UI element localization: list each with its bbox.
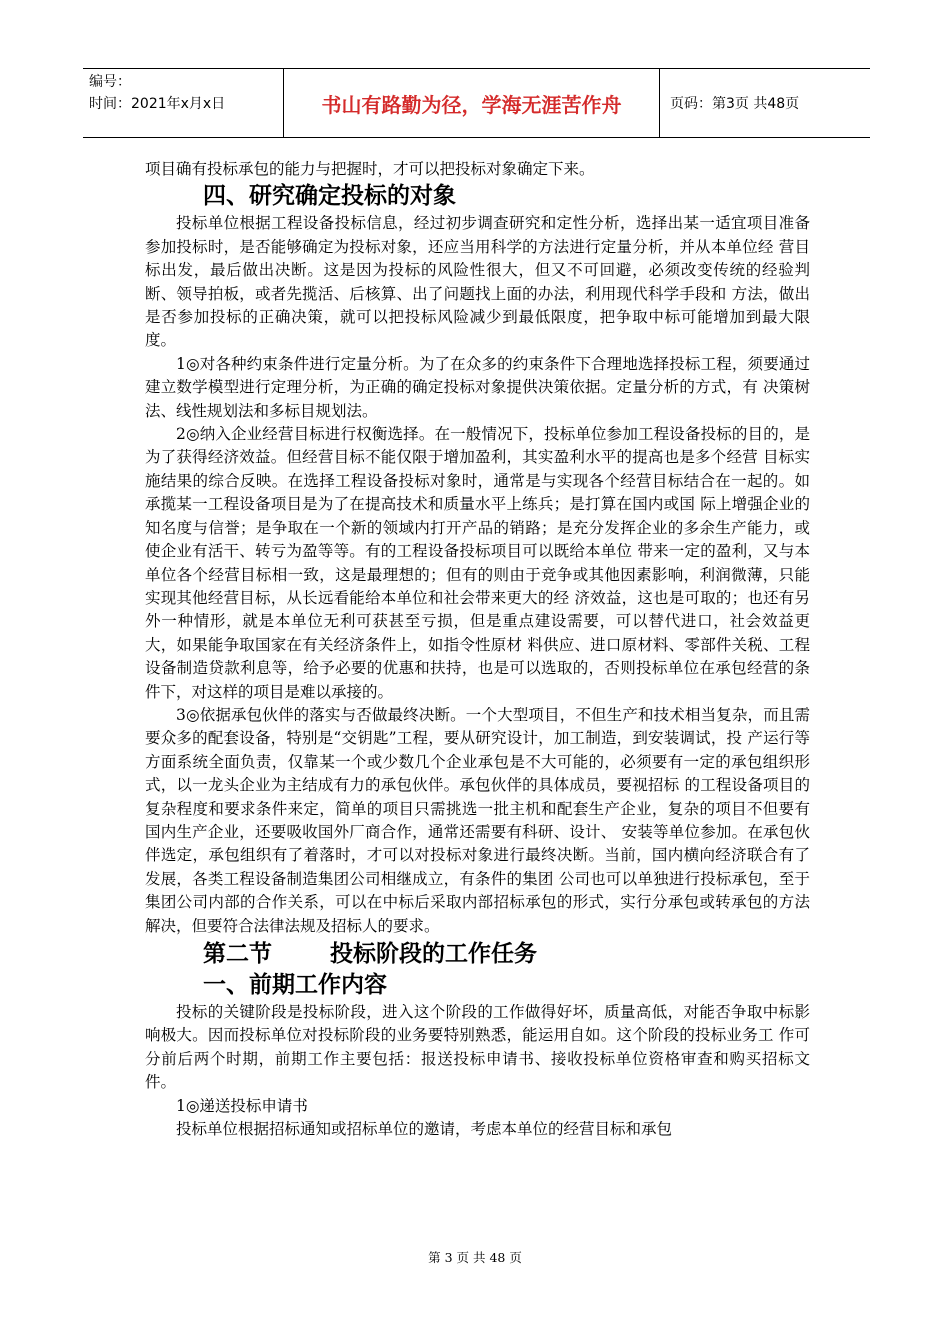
paragraph: 1◎对各种约束条件进行定量分析。为了在众多的约束条件下合理地选择投标工程，须要通过建立数学模型进行定理分析，为正确的确定投标对象提供决策依据。定量分析的方式，有 决策树法、线性规划法和多标目规划法。 bbox=[145, 354, 810, 420]
paragraph: 2◎纳入企业经营目标进行权衡选择。在一般情况下，投标单位参加工程设备投标的目的，是为了获得经济效益。但经营目标不能仅限于增加盈利，其实盈利水平的提高也是多个经营 目标实施结果的综合反映。在选择工程设备投标对象时，通常是与实现各个经营目标结合在一起的。如承揽某一工程设备项目是为了在提高技术和质量水平上练兵；是打算在国内或国 际上增强企业的知名度与信誉；是争取在一个新的领域内打开产品的销路；是充分发挥企业的多余生产能力，或使企业有活干、转亏为盈等等。有的工程设备投标项目可以既给本单位 带来一定的盈利，又与本单位各个经营目标相一致，这是最理想的；但有的则由于竞争或其他因素影响，利润微薄，只能实现其他经营目标，从长远看能给本单位和社会带来更大的经 济效益，这也是可取的；也还有另外一种情形，就是本单位无利可获甚至亏损，但是重点建设需要，可以替代进口，社会效益更大，如果能争取国家在有关经济条件上，如指令性原材 料供应、进口原材料、零部件关税、工程设备制造贷款利息等，给予必要的优惠和扶持，也是可以选取的，否则投标单位在承包经营的条件下，对这样的项目是难以承接的。 bbox=[145, 425, 810, 701]
section-heading: 一、前期工作内容 bbox=[203, 972, 387, 998]
chapter-number: 第二节 bbox=[203, 941, 272, 967]
paragraph: 投标单位根据工程设备投标信息，经过初步调查研究和定性分析，选择出某一适宜项目准备参加投标时，是否能够确定为投标对象，还应当用科学的方法进行定量分析，并从本单位经 营目标出发，最后做出决断。这是因为投标的风险性很大，但又不可回避，必须改变传统的经验判断、领导拍板，或者先揽活、后核算、出了问题找上面的办法，利用现代科学手段和 方法，做出是否参加投标的正确决策，就可以把投标风险减少到最低限度，把争取中标可能增加到最大限度。 bbox=[145, 214, 810, 350]
header-page-info: 页码：第3页 共48页 bbox=[670, 96, 800, 112]
header-meta bbox=[83, 69, 284, 137]
subheading: 1◎递送投标申请书 bbox=[176, 1096, 308, 1115]
doc-time: 时间：2021年x月x日 bbox=[89, 96, 226, 112]
page-footer: 第 3 页 共 48 页 bbox=[428, 1250, 522, 1265]
paragraph: 项目确有投标承包的能力与把握时，才可以把投标对象确定下来。 bbox=[145, 160, 595, 178]
paragraph: 3◎依据承包伙伴的落实与否做最终决断。一个大型项目，不但生产和技术相当复杂，而且需要众多的配套设备，特别是“交钥匙”工程，要从研究设计，加工制造，到安装调试，投 产运行等方面系统全面负责，仅靠某一个或少数几个企业承包是不大可能的，必须要有一定的承包组织形式，以一龙头企业为主结成有力的承包伙伴。承包伙伴的具体成员，要视招标 的工程设备项目的复杂程度和要求条件来定，简单的项目只需挑选一批主机和配套生产企业，复杂的项目不但要有国内生产企业，还要吸收国外厂商合作，通常还需要有科研、设计、 安装等单位参加。在承包伙伴选定，承包组织有了着落时，才可以对投标对象进行最终决断。当前，国内横向经济联合有了发展，各类工程设备制造集团公司相继成立，有条件的集团 公司也可以单独进行投标承包，至于集团公司内部的合作关系，可以在中标后采取内部招标承包的形式，实行分承包或转承包的方法解决，但要符合法律法规及招标人的要求。 bbox=[145, 705, 810, 935]
chapter-title: 投标阶段的工作任务 bbox=[330, 941, 537, 967]
header-motto: 书山有路勤为径，学海无涯苦作舟 bbox=[284, 69, 660, 137]
doc-number: 编号： bbox=[89, 74, 131, 90]
paragraph: 投标单位根据招标通知或招标单位的邀请，考虑本单位的经营目标和承包 bbox=[176, 1120, 673, 1139]
section-heading: 四、研究确定投标的对象 bbox=[203, 183, 456, 210]
page-header bbox=[83, 68, 870, 138]
document-body bbox=[145, 158, 810, 1141]
chapter-heading bbox=[145, 938, 810, 970]
paragraph: 投标的关键阶段是投标阶段，进入这个阶段的工作做得好坏，质量高低，对能否争取中标影响极大。因而投标单位对投标阶段的业务要特别熟悉，能运用自如。这个阶段的投标业务工 作可分前后两个时期，前期工作主要包括：报送投标申请书、接收投标单位资格审查和购买招标文件。 bbox=[145, 1003, 810, 1092]
